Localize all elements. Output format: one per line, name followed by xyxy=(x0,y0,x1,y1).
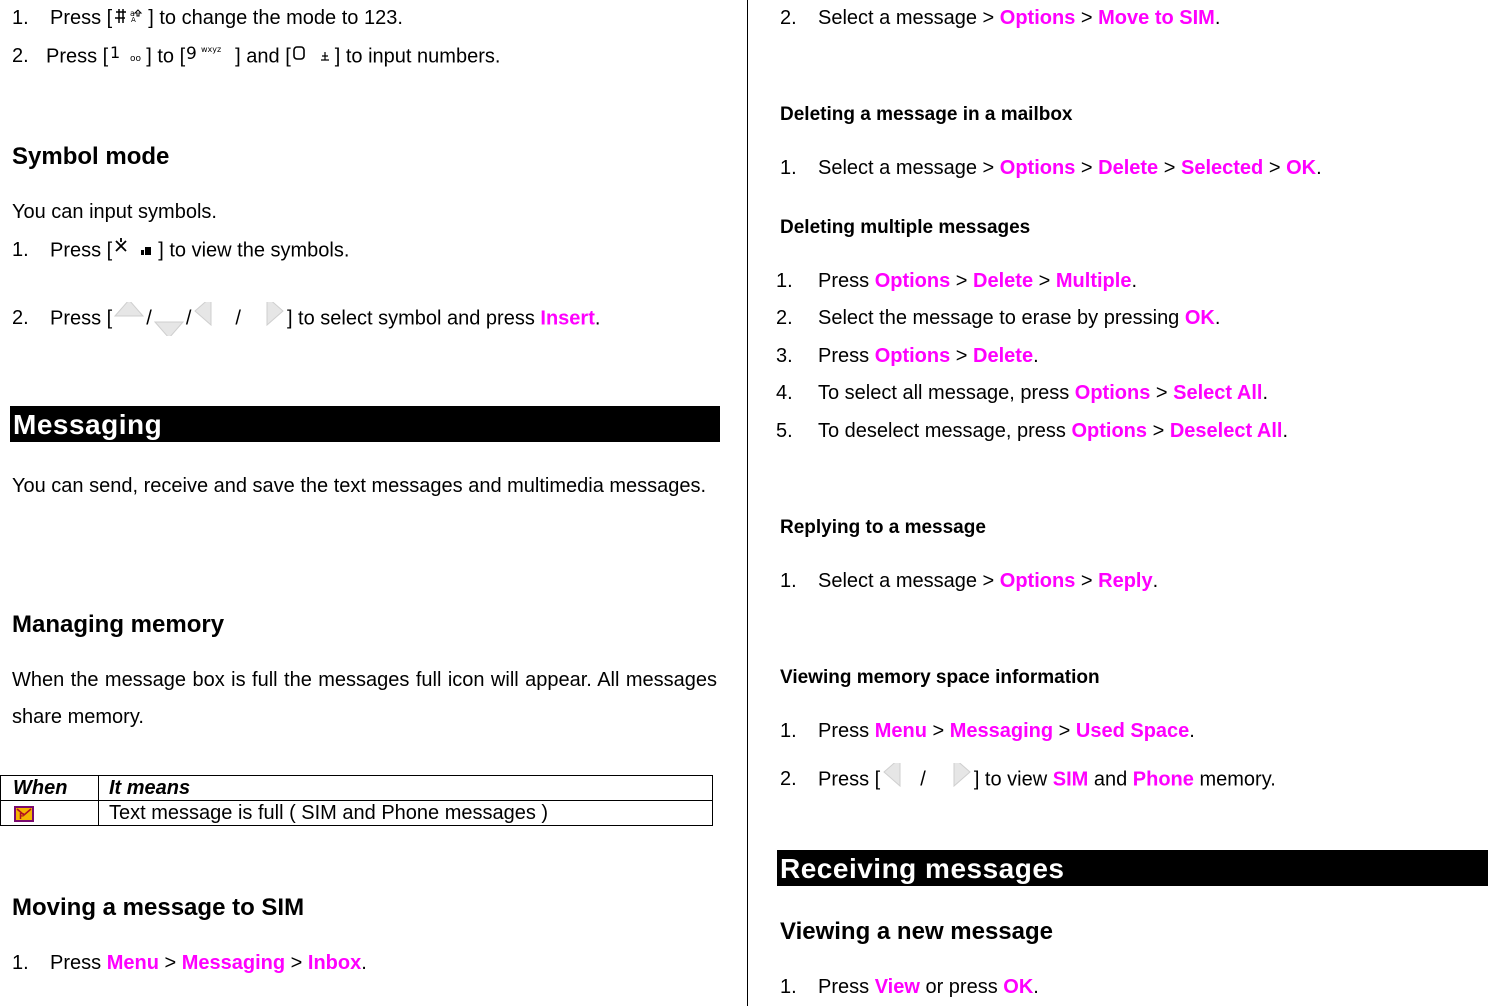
table-header-meaning: It means xyxy=(99,776,713,801)
svg-text:a: a xyxy=(130,8,136,18)
symbol-mode-intro: You can input symbols. xyxy=(12,201,217,223)
delete-multiple-step-4: 4. To select all message, press Options > Select All. xyxy=(776,382,1268,404)
moving-to-sim-heading: Moving a message to SIM xyxy=(12,894,305,921)
new-message-heading: Viewing a new message xyxy=(780,918,1054,945)
nav-right-icon xyxy=(253,302,287,336)
table-cell-meaning: Text message is full ( SIM and Phone messages ) xyxy=(99,801,713,826)
key-0-icon xyxy=(291,44,335,70)
memory-status-table xyxy=(0,775,713,826)
messaging-intro: You can send, receive and save the text messages and multimedia messages. xyxy=(12,475,707,497)
key-9-icon xyxy=(185,44,235,70)
column-divider xyxy=(747,0,748,1006)
memory-info-step-1: 1. Press Menu > Messaging > Used Space. xyxy=(780,720,1195,742)
step-change-mode: 1. Press [ a A ] to change the mode to 123. xyxy=(12,7,403,29)
nav-right-icon xyxy=(940,763,974,797)
memory-info-step-2: 2. Press [ / ] to view SIM and Phone memory. xyxy=(780,763,1276,797)
nav-up-icon xyxy=(112,302,146,336)
table-row xyxy=(1,801,713,826)
delete-mailbox-heading: Deleting a message in a mailbox xyxy=(780,104,1073,125)
replying-heading: Replying to a message xyxy=(780,517,986,538)
star-key-icon xyxy=(112,237,158,265)
svg-text:A: A xyxy=(131,15,137,24)
table-header-when: When xyxy=(1,776,99,801)
replying-step-1: 1. Select a message > Options > Reply. xyxy=(780,570,1159,592)
svg-text:wxyz: wxyz xyxy=(201,45,222,54)
symbol-step-2: 2. Press [ / / / ] to select symbol and press Insert. xyxy=(12,302,600,336)
delete-multiple-step-5: 5. To deselect message, press Options > Deselect All. xyxy=(776,420,1289,442)
delete-multiple-step-1: 1. Press Options > Delete > Multiple. xyxy=(776,270,1137,292)
managing-memory-heading: Managing memory xyxy=(12,611,225,638)
nav-left-icon xyxy=(880,763,914,797)
svg-text:1: 1 xyxy=(110,44,121,62)
svg-text:oo: oo xyxy=(130,54,142,64)
svg-text:F: F xyxy=(19,811,25,821)
memory-info-heading: Viewing memory space information xyxy=(780,667,1100,688)
hash-key-icon xyxy=(112,7,148,31)
moving-step-2: 2. Select a message > Options > Move to SIM. xyxy=(780,7,1221,29)
symbol-step-1: 1. Press [ ] to view the symbols. xyxy=(12,237,349,265)
message-full-icon xyxy=(13,805,35,823)
moving-step-1: 1. Press Menu > Messaging > Inbox. xyxy=(12,952,367,974)
new-message-step-1: 1. Press View or press OK. xyxy=(780,976,1039,998)
symbol-mode-heading: Symbol mode xyxy=(12,143,170,170)
managing-memory-text: When the message box is full the messages full icon will appear. All messages share memory. xyxy=(12,669,717,728)
delete-multiple-step-2: 2. Select the message to erase by pressing OK. xyxy=(776,307,1221,329)
svg-text:9: 9 xyxy=(186,44,197,64)
receiving-section-bar: Receiving messages xyxy=(777,850,1488,886)
messaging-section-bar: Messaging xyxy=(10,406,720,442)
delete-multiple-step-3: 3. Press Options > Delete. xyxy=(776,345,1039,367)
delete-mailbox-step-1: 1. Select a message > Options > Delete > Selected > OK. xyxy=(780,157,1322,179)
step-input-numbers: 2. Press [ 1 oo ] to [ 9 wxyz ] and [ ] to input numbers. xyxy=(12,44,500,70)
key-1-icon xyxy=(108,44,146,70)
delete-multiple-heading: Deleting multiple messages xyxy=(780,217,1031,238)
nav-left-icon xyxy=(191,302,225,336)
table-header-row xyxy=(1,776,713,801)
nav-down-icon xyxy=(152,302,186,336)
